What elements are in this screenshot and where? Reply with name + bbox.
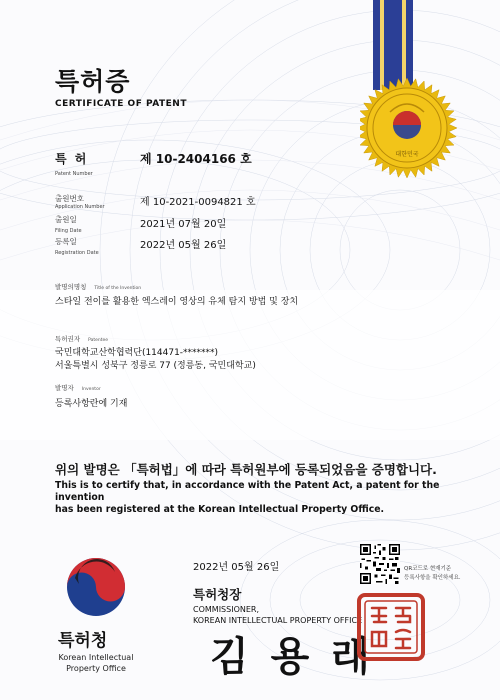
qr-note: QR코드로 현재기준 등록사항을 확인하세요. (404, 566, 461, 581)
kipo-taeguk-logo (65, 556, 127, 618)
patentee-label: 특허권자 Patentee (55, 335, 109, 343)
gold-seal-with-ribbon (360, 0, 480, 200)
certificate-subtitle: CERTIFICATE OF PATENT (55, 99, 187, 109)
issue-date: 2022년 05월 26일 (193, 562, 280, 573)
application-number-value: 제 10-2021-0094821 호 (140, 197, 256, 208)
commissioner-signature: 김 용 래 (210, 633, 374, 680)
commissioner-title-ko: 특허청장 (193, 587, 242, 602)
inventor-label: 발명자 Inventor (55, 384, 101, 392)
filing-date-value: 2021년 07월 20일 (140, 219, 227, 230)
inventor-value: 등록사항란에 기재 (55, 399, 128, 409)
registration-date-label: 등록일 Registration Date (55, 237, 99, 256)
official-stamp (356, 592, 426, 662)
certification-text-ko: 위의 발명은 「특허법」에 따라 특허원부에 등록되었음을 증명합니다. (55, 462, 437, 477)
commissioner-title-en: COMMISSIONER, KOREAN INTELLECTUAL PROPERTY OFFICE (193, 605, 363, 625)
office-logo-name-en: Korean Intellectual Property Office (58, 653, 134, 673)
patentee-name: 국민대학교산학협력단(114471-*******) (55, 348, 219, 358)
filing-date-label: 출원일 Filing Date (55, 215, 82, 234)
seal-text: 대한민국 (395, 151, 419, 158)
office-logo-name-ko: 특허청 (58, 631, 108, 651)
patent-number-value: 제 10-2404166 호 (140, 152, 252, 166)
certification-text-en: This is to certify that, in accordance with the Patent Act, a patent for the invention has been registered at the Korean Intellectual Property Office. (55, 480, 440, 515)
registration-date-value: 2022년 05월 26일 (140, 240, 227, 251)
invention-title-value: 스타일 전이를 활용한 엑스레이 영상의 유체 탐지 방법 및 장치 (55, 297, 299, 307)
invention-title-label: 발명의명칭 Title of the Invention (55, 283, 142, 291)
certificate-title: 특허증 (55, 67, 131, 96)
application-number-label: 출원번호 Application Number (55, 194, 105, 210)
patent-number-label: 특 허 Patent Number (55, 152, 93, 177)
patentee-address: 서울특별시 성북구 정릉로 77 (정릉동, 국민대학교) (55, 361, 256, 371)
qr-code[interactable] (360, 544, 400, 584)
